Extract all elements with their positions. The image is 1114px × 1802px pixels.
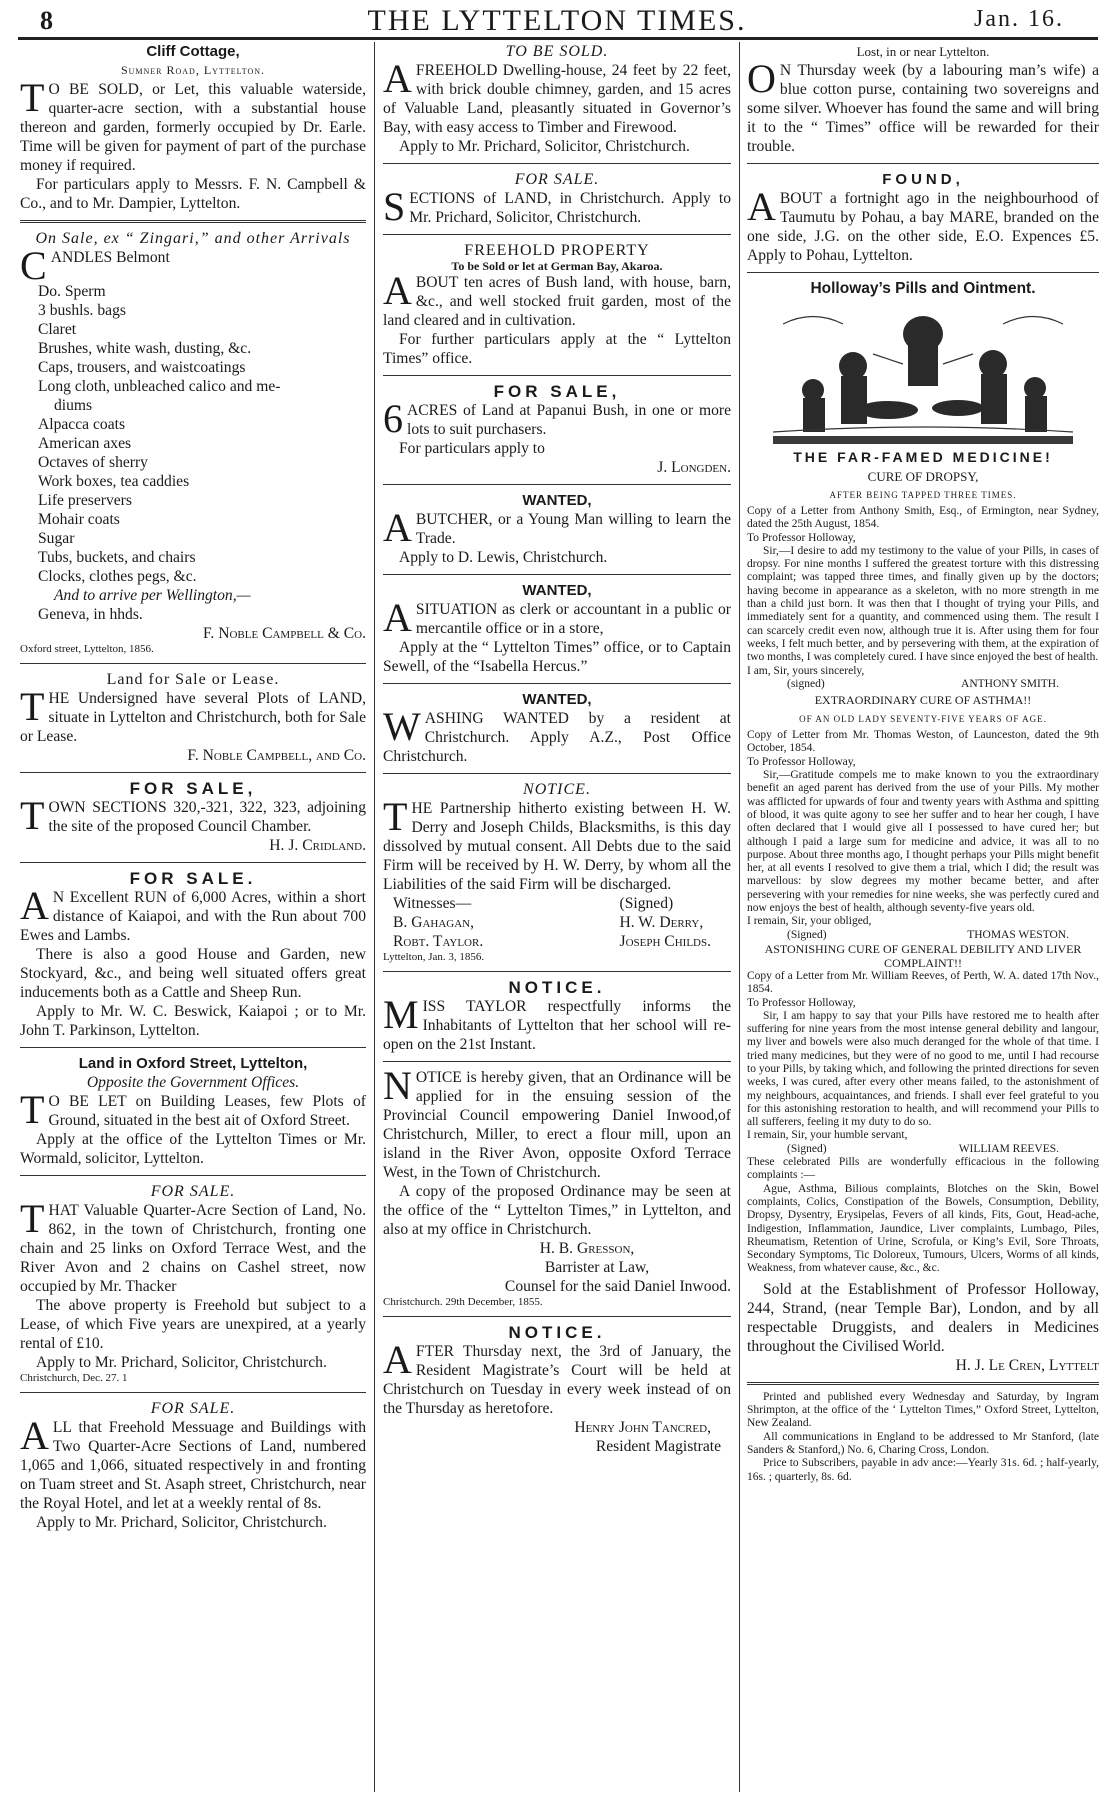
ad-body: ACRES of Land at Papanui Bush, in one or more lots to suit purchasers.	[407, 402, 731, 438]
column-2	[383, 42, 731, 1460]
ad-body: OTICE is hereby given, that an Ordinance will be applied for in the ensuing session of the Provincial Council empowering Daniel Inwood,of Christchurch, Miller, to erect a flour mill, upon an island in the River Avon, opposite Oxford Terrace West, in the Town of Christchurch.	[383, 1069, 731, 1181]
imprint-england: All communications in England to be addressed to Mr Stanford, (late Sanders & Stanford,) No. 6, Charing Cross, London.	[747, 1430, 1099, 1456]
ad-holloway	[747, 279, 1099, 1375]
ad-butcher	[383, 491, 731, 567]
signer-name: WILLIAM REEVES.	[958, 1142, 1059, 1155]
ad-body: BUTCHER, or a Young Man willing to learn the Trade.	[415, 511, 731, 547]
list-item: 3 bushls. bags	[38, 302, 126, 319]
signer-name: ANTHONY SMITH.	[961, 677, 1059, 690]
ad-quarter-acre	[20, 1182, 366, 1385]
drop-cap: 6	[383, 396, 403, 441]
column-divider	[374, 42, 375, 1792]
list-item: Long cloth, unbleached calico and me-	[38, 378, 281, 395]
ad-title: WANTED,	[522, 582, 592, 599]
ad-title: Cliff Cottage,	[146, 43, 240, 60]
imprint-price: Price to Subscribers, payable in adv ance:—Yearly 31s. 6d. ; half-yearly, 16s. ; quarterly, 8s. 6d.	[747, 1457, 1099, 1483]
ad-body: N Thursday week (by a labouring man’s wife) a blue cotton purse, containing two sovereigns and some silver. Whoever has found the same and will bring it to the “ Times” office will be rewarded for their trouble.	[747, 62, 1099, 155]
ad-akaroa	[383, 241, 731, 368]
ad-court	[383, 1323, 731, 1456]
signed-label: (Signed)	[619, 895, 674, 912]
ad-apply: Apply at the office of the Lyttelton Times or Mr. Wormald, solicitor, Lyttelton.	[20, 1131, 366, 1167]
ad-apply: Apply to Mr. Prichard, Solicitor, Christchurch.	[36, 1514, 327, 1531]
ad-freehold-messuage	[20, 1399, 366, 1532]
signer-name: THOMAS WESTON.	[967, 928, 1069, 941]
ad-title: FREEHOLD PROPERTY	[464, 242, 650, 259]
drop-cap: T	[20, 1087, 45, 1132]
signed-label: (Signed)	[787, 1142, 827, 1155]
ad-signer: H. B. Gresson,	[539, 1240, 635, 1257]
drop-cap: T	[383, 794, 408, 839]
page-number: 8	[40, 6, 53, 35]
ad-signer: Henry John Tancred,	[574, 1419, 711, 1436]
ad-sections-christchurch	[383, 170, 731, 227]
ad-body: HE Partnership hitherto existing between H. W. Derry and Joseph Childs, Blacksmiths, is this day dissolved by mutual consent. All Debts due to the said Firm will be received by H. W. Derry, by whom all the Liabilities of the said Firm will be discharged.	[383, 800, 731, 893]
ad-body: HAT Valuable Quarter-Acre Section of Land, No. 862, in the town of Christchurch, fronting one chain and 25 links on Oxford Terrace West, and the River Avon and 2 chains on Cashel street, now occupied by Mr. Thacker	[20, 1202, 366, 1295]
ad-body: ISS TAYLOR respectfully informs the Inhabitants of Lyttelton that her school will re-open on the 21st Instant.	[383, 998, 731, 1053]
efficacious-note: These celebrated Pills are wonderfully efficacious in the following complaints :—	[747, 1156, 1099, 1182]
ad-body: LL that Freehold Messuage and Buildings with Two Quarter-Acre Sections of Land, numbered 1,065 and 1,066, situated respectively in and fronting on Tuam street and St. Asaph street, Christchurch, near the Royal Hotel, and let at a weekly rental of 8s.	[20, 1419, 366, 1512]
drop-cap: M	[383, 992, 419, 1037]
drop-cap: T	[20, 75, 45, 120]
list-item: Tubs, buckets, and chairs	[38, 549, 196, 566]
ad-title: NOTICE.	[523, 781, 591, 798]
ad-cliff-cottage	[20, 42, 366, 213]
ad-town-sections	[20, 779, 366, 855]
list-arrive: And to arrive per Wellington,—	[54, 587, 251, 604]
ad-agent: H. J. Le Cren, Lyttelt	[955, 1356, 1099, 1374]
section-title: ASTONISHING CURE OF GENERAL DEBILITY AND LIVER COMPLAINT!!	[764, 941, 1082, 970]
witness-name: Robt. Taylor.	[393, 933, 484, 950]
issue-date: Jan. 16.	[974, 6, 1064, 32]
column-divider	[739, 42, 740, 1792]
drop-cap: T	[20, 684, 45, 729]
section-title: CURE OF DROPSY,	[867, 469, 979, 484]
drop-cap: W	[383, 704, 421, 749]
complaints-list: Ague, Asthma, Bilious complaints, Blotches on the Skin, Bowel complaints, Colics, Constipation of the Bowels, Consumption, Debility, Dropsy, Dysentry, Erysipelas, Fevers of all kinds, Fits, Gout, Head-ache, Indigestion, Inflammation, Jaundice, Liver complaints, Lumbago, Piles, Rheumatism, Retention of Urine, Scrofula, or King’s Evil, Sore Throats, Secondary Symptoms, Tic Doloreux, Tumours, Ulcers, Worms of all kinds, Weakness, from whatever cause, &c., &c.	[747, 1182, 1099, 1275]
list-item: Caps, trousers, and waistcoatings	[38, 359, 246, 376]
list-item: diums	[54, 397, 93, 414]
newspaper-title: THE LYTTELTON TIMES.	[367, 4, 747, 37]
witnesses-label: Witnesses—	[393, 895, 472, 912]
ad-apply: For particulars apply to	[399, 440, 545, 457]
letter-to: To Professor Holloway,	[747, 996, 856, 1009]
ad-dateline: Oxford street, Lyttelton, 1856.	[20, 643, 154, 655]
letter-body: Sir, I am happy to say that your Pills have restored me to health after suffering for nine years from the most intense general debility and langour, my liver and bowels were also much deranged for the whole of that time. I tried many medicines, but they were of no good to me, until I had recourse to your Pills, by taking which, and following the printed directions for seven weeks, I was cured, after every other means failed, to the astonishment of my neighbours, acquaintances, and friends. I shall ever feel grateful to you for this astonishing restoration to health, and will recommend your Pills to all sufferers, feeling it my duty to do so.	[747, 1009, 1099, 1129]
ad-lost-purse	[747, 42, 1099, 156]
ad-subtitle: To be Sold or let at German Bay, Akaroa.	[451, 259, 663, 273]
list-item: Work boxes, tea caddies	[38, 473, 190, 490]
ad-title: FOR SALE.	[150, 1183, 236, 1200]
ad-title: NOTICE.	[508, 978, 606, 997]
ad-title: Holloway’s Pills and Ointment.	[810, 280, 1036, 297]
signer-name: Joseph Childs.	[619, 933, 711, 950]
ad-signer: H. J. Cridland.	[269, 837, 366, 854]
drop-cap: A	[747, 184, 776, 229]
imprint-printer: Printed and published every Wednesday and Saturday, by Ingram Shrimpton, at the office of the ‘ Lyttelton Times,” Oxford Street, Lyttelton, New Zealand.	[747, 1390, 1099, 1430]
ad-zingari	[20, 229, 366, 656]
ad-signer: Barrister at Law,	[544, 1259, 650, 1276]
letter-body: Sir,—Gratitude compels me to make known to you the extraordinary benefit an aged parent has derived from the use of your Pills. My mother was afflicted for upwards of four and twenty years with Asthma and spitting of blood, it was quite agony to see her suffer and to hear her cough, I have often declared that I would give all I possessed to have cured her; but although I paid a large sum for medicine and advice, it was all to no purpose. About three months ago, I thought perhaps your Pills might benefit her, at all events I resolved to give them a trial, which I did; the result was marvellous: by slow degrees my mother became better, and after persevering with your remedies for nine weeks, she was perfectly cured and now enjoys the best of health, although seventy-five years old.	[747, 769, 1099, 915]
ad-body: BOUT a fortnight ago in the neighbourhood of Taumutu by Pohau, a bay MARE, branded on the one side, J.G. on the other side, E.O. Expences £5. Apply to Pohau, Lyttelton.	[747, 190, 1099, 264]
ad-dateline: Christchurch. 29th December, 1855.	[383, 1296, 543, 1308]
ad-oxford-street	[20, 1054, 366, 1168]
ad-clerk	[383, 581, 731, 676]
ad-title: WANTED,	[522, 691, 592, 708]
letter-copy: Copy of Letter from Mr. Thomas Weston, of Launceston, dated the 9th October, 1854.	[747, 729, 1099, 755]
ad-papanui	[383, 382, 731, 477]
signed-label: (signed)	[787, 677, 825, 690]
ad-dateline: Christchurch, Dec. 27. 1	[20, 1372, 128, 1384]
ad-title: FOUND,	[882, 171, 964, 188]
drop-cap: A	[383, 505, 412, 550]
column-1	[20, 42, 366, 1536]
imprint	[747, 1391, 1099, 1484]
list-item: Mohair coats	[38, 511, 120, 528]
section-title: EXTRAORDINARY CURE OF ASTHMA!!	[814, 693, 1032, 708]
ad-body: ASHING WANTED by a resident at Christchurch. Apply A.Z., Post Office Christchurch.	[383, 710, 731, 765]
ad-apply: Apply at the “ Lyttelton Times” office, or to Captain Sewell, of the “Isabella Hercus.”	[383, 639, 731, 675]
medicine-headline: THE FAR-FAMED MEDICINE!	[793, 449, 1053, 465]
holloway-engraving-illustration	[773, 304, 1073, 444]
drop-cap: S	[383, 184, 406, 229]
ad-body: ECTIONS of LAND, in Christchurch. Apply to Mr. Prichard, Solicitor, Christchurch.	[409, 190, 731, 226]
ad-signer: Counsel for the said Daniel Inwood.	[504, 1278, 731, 1295]
ad-body: OWN SECTIONS 320,-321, 322, 323, adjoining the site of the proposed Council Chamber.	[48, 799, 366, 835]
ad-title: TO BE SOLD.	[505, 43, 609, 60]
ad-title: NOTICE.	[508, 1323, 606, 1342]
section-subtitle: OF AN OLD LADY SEVENTY-FIVE YEARS OF AGE.	[799, 714, 1047, 725]
ad-dwelling-house	[383, 42, 731, 156]
ad-body: N Excellent RUN of 6,000 Acres, within a short distance of Kaiapoi, and with the Run about 700 Ewes and Lambs.	[20, 889, 366, 944]
letter-copy: Copy of a Letter from Anthony Smith, Esq., of Ermington, near Sydney, dated the 25th August, 1854.	[747, 505, 1099, 531]
ad-apply: Apply to Mr. Prichard, Solicitor, Christchurch.	[399, 138, 690, 155]
ad-found-mare	[747, 170, 1099, 265]
column-3	[747, 42, 1099, 1488]
ad-title: FOR SALE,	[129, 779, 257, 798]
list-item: Brushes, white wash, dusting, &c.	[38, 340, 252, 357]
drop-cap: O	[747, 56, 776, 101]
ad-apply: Apply to Mr. Prichard, Solicitor, Christchurch.	[36, 1354, 327, 1371]
ad-title: On Sale, ex “ Zingari,” and other Arrivals	[35, 230, 351, 247]
ad-sold-at: Sold at the Establishment of Professor Holloway, 244, Strand, (near Temple Bar), London, and by all respectable Druggists, and dealers in Medicines throughout the Civilised World.	[747, 1280, 1099, 1355]
ad-washing	[383, 690, 731, 766]
ad-title: Lost, in or near Lyttelton.	[856, 44, 990, 59]
drop-cap: C	[20, 243, 47, 288]
drop-cap: A	[20, 1413, 49, 1458]
ad-title: FOR SALE.	[150, 1400, 236, 1417]
ad-body: The above property is Freehold but subject to a Lease, of which Five years are unexpired, at a yearly rental of £10.	[20, 1297, 366, 1352]
list-item: Alpacca coats	[38, 416, 126, 433]
letter-to: To Professor Holloway,	[747, 755, 856, 768]
ad-body: O BE LET on Building Leases, few Plots of Ground, situated in the best ait of Oxford Street.	[48, 1093, 366, 1129]
list-item: Geneva, in hhds.	[38, 606, 143, 623]
list-item: Life preservers	[38, 492, 132, 509]
letter-close: I remain, Sir, your obliged,	[747, 915, 872, 928]
drop-cap: A	[20, 883, 49, 928]
ad-body: BOUT ten acres of Bush land, with house, barn, &c., and well stocked fruit garden, most of the land cleared and in cultivation.	[383, 274, 731, 329]
letter-body: Sir,—I desire to add my testimony to the value of your Pills, in cases of dropsy. For nine months I suffered the greatest torture with this distressing complaint; was tapped three times, and finally given up by the doctors; having become in appearance as a skeleton, with no more strength in me than a child just born. It was then that I thought of trying your Pills, and immediately sent for a quantity, and commenced using them. The result I can scarcely credit even now, although true it is. After using them for four weeks, I felt much better, and by persevering with them, at the expiration of two months, I was completely cured. I have since enjoyed the best of health.	[747, 544, 1099, 664]
signed-label: (Signed)	[787, 928, 827, 941]
letter-copy: Copy of a Letter from Mr. William Reeves, of Perth, W. A. dated 17th Nov., 1854.	[747, 969, 1099, 996]
ad-title: Land in Oxford Street, Lyttelton,	[78, 1055, 308, 1072]
ad-apply: Apply to D. Lewis, Christchurch.	[399, 549, 608, 566]
ad-ordinance	[383, 1063, 731, 1309]
list-item: Clocks, clothes pegs, &c.	[38, 568, 197, 585]
drop-cap: A	[383, 268, 412, 313]
letter-to: To Professor Holloway,	[747, 531, 856, 544]
drop-cap: A	[383, 595, 412, 640]
drop-cap: T	[20, 793, 45, 838]
ad-apply: Apply to Mr. W. C. Beswick, Kaiapoi ; or to Mr. John T. Parkinson, Lyttelton.	[20, 1003, 366, 1039]
ad-title: FOR SALE.	[129, 869, 257, 888]
list-item: American axes	[38, 435, 132, 452]
drop-cap: A	[383, 1337, 412, 1382]
ad-body: HE Undersigned have several Plots of LAND, situate in Lyttelton and Christchurch, both for Sale or Lease.	[20, 690, 366, 745]
drop-cap: T	[20, 1196, 45, 1241]
ad-body: SITUATION as clerk or accountant in a public or mercantile office or in a store,	[415, 601, 731, 637]
ad-body: FREEHOLD Dwelling-house, 24 feet by 22 feet, with brick double chimney, garden, and 15 acres of Valuable Land, pleasantly situated in Governor’s Bay, with easy access to Timber and Firewood.	[383, 62, 731, 136]
ad-title: WANTED,	[522, 492, 592, 509]
ad-title: FOR SALE.	[514, 171, 600, 188]
ad-signer: J. Longden.	[657, 459, 731, 476]
drop-cap: A	[383, 56, 412, 101]
ad-subtitle: Opposite the Government Offices.	[86, 1074, 300, 1091]
ad-title: FOR SALE,	[493, 382, 621, 401]
ad-signer: Resident Magistrate	[595, 1438, 721, 1455]
ad-signer: F. Noble Campbell, and Co.	[187, 747, 366, 764]
ad-signer: F. Noble Campbell & Co.	[202, 625, 366, 642]
ad-miss-taylor	[383, 978, 731, 1054]
drop-cap: N	[383, 1063, 412, 1108]
list-item: Claret	[38, 321, 77, 338]
list-item: Sugar	[38, 530, 75, 547]
witness-name: B. Gahagan,	[393, 914, 475, 931]
masthead-rule	[18, 37, 1098, 40]
ad-dateline: Lyttelton, Jan. 3, 1856.	[383, 951, 485, 963]
ad-body: FTER Thursday next, the 3rd of January, the Resident Magistrate’s Court will be held at Christchurch on Tuesday in every week instead of on the Thursday as heretofore.	[383, 1343, 731, 1417]
letter-close: I am, Sir, yours sincerely,	[747, 664, 865, 677]
ad-subtitle: Sumner Road, Lyttelton.	[120, 63, 266, 77]
ad-land-sale-lease	[20, 670, 366, 765]
ad-apply: For further particulars apply at the “ Lyttelton Times” office.	[383, 331, 731, 367]
signer-name: H. W. Derry,	[619, 914, 704, 931]
list-first: ANDLES Belmont	[50, 249, 170, 266]
ad-partnership	[383, 780, 731, 964]
ad-title: Land for Sale or Lease.	[106, 671, 280, 688]
ad-run	[20, 869, 366, 1040]
ad-body: A copy of the proposed Ordinance may be seen at the office of the “ Lyttelton Times,” in Lyttelton, and also at my office in Christchurch.	[383, 1183, 731, 1238]
section-subtitle: AFTER BEING TAPPED THREE TIMES.	[829, 490, 1017, 500]
masthead	[0, 0, 1114, 38]
ad-body: O BE SOLD, or Let, this valuable waterside, quarter-acre section, with a substantial house thereon and garden, formerly occupied by Dr. Earle. Time will be given for payment of part of the purchase money if required.	[20, 81, 366, 174]
list-item: Octaves of sherry	[38, 454, 148, 471]
letter-close: I remain, Sir, your humble servant,	[747, 1129, 908, 1142]
list-item: Do. Sperm	[38, 283, 106, 300]
ad-apply: For particulars apply to Messrs. F. N. Campbell & Co., and to Mr. Dampier, Lyttelton.	[20, 176, 366, 212]
ad-body: There is also a good House and Garden, new Stockyard, &c., and being well situated offers great inducements both as a Cattle and Sheep Run.	[20, 946, 366, 1001]
